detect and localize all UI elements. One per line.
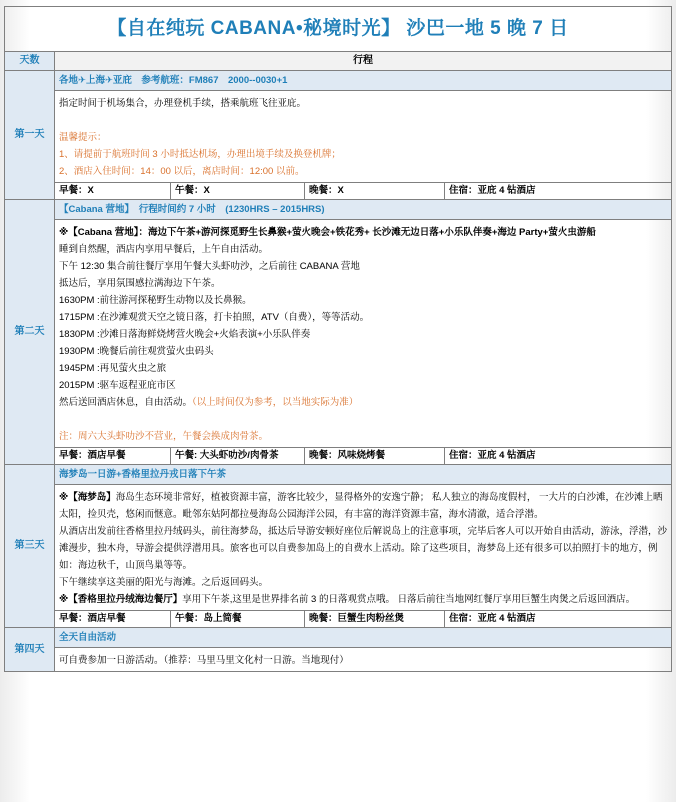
- meals-row: [5, 611, 672, 628]
- content-line: 2015PM :驱车返程亚庇市区: [59, 380, 176, 391]
- content-paragraph: [59, 489, 667, 523]
- content-line: 指定时间于机场集合，办理登机手续，搭乘航班飞往亚庇。: [59, 98, 307, 109]
- hotel-cell: 住宿：亚庇 4 钻酒店: [445, 183, 672, 200]
- day-label: 第三天: [5, 465, 55, 628]
- breakfast-cell: 早餐：酒店早餐: [55, 611, 171, 628]
- content-paragraph: 下午继续享这美丽的阳光与海滩。之后返回码头。: [59, 577, 269, 588]
- dinner-cell: 晚餐：巨蟹生肉粉丝煲: [305, 611, 445, 628]
- day-label: 第一天: [5, 71, 55, 200]
- note-line: 注：周六大头虾叻沙不营业，午餐会换成肉骨茶。: [59, 431, 269, 442]
- content-text: 然后送回酒店休息，自由活动。: [59, 397, 193, 408]
- content-line: 1945PM :再见萤火虫之旅: [59, 363, 167, 374]
- tip-line: 2、酒店入住时间：14：00 以后，离店时间：12:00 以前。: [59, 166, 305, 177]
- content-line: 1930PM :晚餐后前往观赏萤火虫码头: [59, 346, 214, 357]
- content-line: 可自费参加一日游活动。（推荐：马里马里文化村一日游。当地现付）: [59, 655, 349, 666]
- day-label: 第二天: [5, 200, 55, 465]
- day-subtitle: 海梦岛一日游+香格里拉丹戎日落下午茶: [55, 465, 672, 485]
- highlight-line: ※【Cabana 营地】：海边下午茶+游河探觅野生长鼻猴+萤火晚会+铁花秀+ 长沙滩无边日落+小乐队伴奏+海边 Party+萤火虫游船: [59, 227, 596, 238]
- day-content: [55, 648, 672, 672]
- day-content: [55, 485, 672, 611]
- lunch-cell: 午餐：X: [171, 183, 305, 200]
- page-title: 【自在纯玩 CABANA•秘境时光】 沙巴一地 5 晚 7 日: [5, 7, 672, 52]
- content-line: 1715PM :在沙滩观赏天空之镜日落，打卡拍照，ATV（自费），等等活动。: [59, 312, 370, 323]
- content-line: 1830PM :沙滩日落海鲜烧烤营火晚会+火焰表演+小乐队伴奏: [59, 329, 311, 340]
- lunch-cell: 午餐：岛上简餐: [171, 611, 305, 628]
- day-label: 第四天: [5, 628, 55, 672]
- content-paragraph: 从酒店出发前往香格里拉丹绒码头，前往海梦岛，抵达后导游安顿好座位后解说岛上的注意事项，完毕后客人可以开始自由活动，游泳，浮潜，沙滩漫步，独木舟，导游会提供浮潜用具。旅客也可以自费参加岛上的自费水上活动。除了这些项目，海梦岛上还有很多可以拍照打卡的地方，例如：海边秋千，山顶鸟巢等等。: [59, 526, 668, 571]
- dinner-cell: 晚餐：风味烧烤餐: [305, 448, 445, 465]
- day-column-header: 天数: [5, 52, 55, 71]
- meals-row: [5, 183, 672, 200]
- paragraph-heading: ※【海梦岛】: [59, 492, 116, 503]
- day-content: [55, 220, 672, 448]
- breakfast-cell: 早餐：X: [55, 183, 171, 200]
- itinerary-table: [4, 6, 672, 672]
- content-line: 睡到自然醒，酒店内享用早餐后，上午自由活动。: [59, 244, 269, 255]
- hotel-cell: 住宿：亚庇 4 钻酒店: [445, 611, 672, 628]
- day-subtitle: 【Cabana 营地】 行程时间约 7 小时 (1230HRS – 2015HRS): [55, 200, 672, 220]
- tip-line: 1、请提前于航班时间 3 小时抵达机场，办理出境手续及换登机牌；: [59, 149, 341, 160]
- content-line: 1630PM :前往游河探秘野生动物以及长鼻猴。: [59, 295, 252, 306]
- day-subtitle: 全天自由活动: [55, 628, 672, 648]
- breakfast-cell: 早餐：酒店早餐: [55, 448, 171, 465]
- content-line: 抵达后，享用氛围感拉满海边下午茶。: [59, 278, 221, 289]
- paragraph-heading: ※【香格里拉丹绒海边餐厅】: [59, 594, 183, 605]
- paragraph-text: 享用下午茶,这里是世界排名前 3 的日落观赏点哦。 日落后前往当地网红餐厅享用巨蟹生肉煲之后返回酒店。: [182, 594, 636, 605]
- content-line: [59, 394, 667, 411]
- lunch-cell: 午餐: 大头虾叻沙/肉骨茶: [171, 448, 305, 465]
- hotel-cell: 住宿：亚庇 4 钻酒店: [445, 448, 672, 465]
- day-content: [55, 91, 672, 183]
- time-note: （以上时间仅为参考，以当地实际为准）: [192, 397, 359, 408]
- content-paragraph: [59, 591, 667, 608]
- meals-row: [5, 448, 672, 465]
- tips-title: 温馨提示：: [59, 132, 107, 143]
- dinner-cell: 晚餐：X: [305, 183, 445, 200]
- paragraph-text: 海岛生态环境非常好，植被资源丰富，游客比较少，显得格外的安逸宁静； 私人独立的海岛度假村， 一大片的白沙滩，在沙滩上晒太阳，捡贝壳，悠闲而惬意。毗邻东姑阿都拉曼海岛公园海洋公园，有丰富的海洋资源丰富，海水清澈，适合浮潜。: [59, 492, 663, 520]
- day-subtitle: 各地✈上海✈亚庇 参考航班：FM867 2000--0030+1: [55, 71, 672, 91]
- itinerary-column-header: 行程: [55, 52, 672, 71]
- content-line: 下午 12:30 集合前往餐厅享用午餐大头虾叻沙，之后前往 CABANA 营地: [59, 261, 360, 272]
